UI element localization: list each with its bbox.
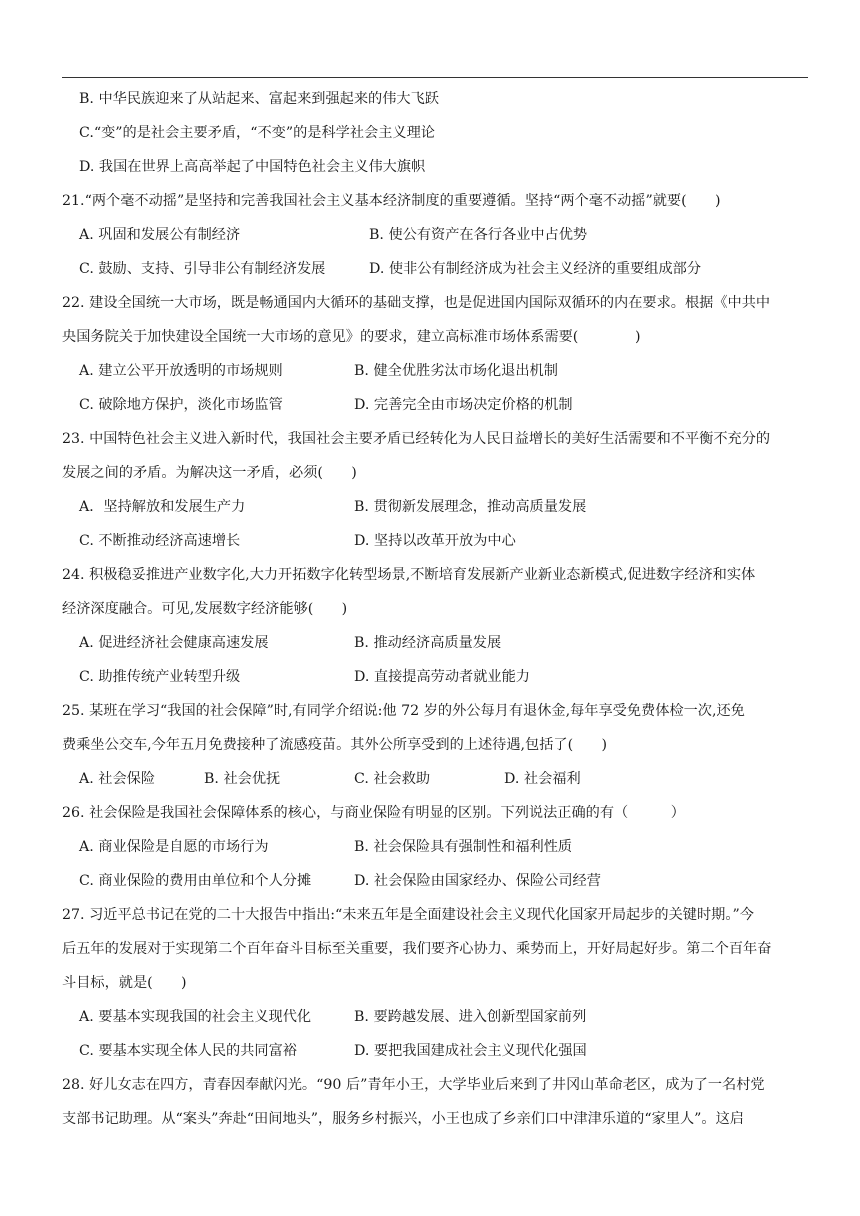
option-line xyxy=(62,388,808,422)
option-a: A．坚持解放和发展生产力 xyxy=(79,499,246,515)
option-b: B. 社会优抚 xyxy=(204,771,281,787)
option-c: C. 破除地方保护，淡化市场监管 xyxy=(79,397,283,413)
question-stem: 后五年的发展对于实现第二个百年奋斗目标至关重要，我们要齐心协力、乘势而上，开好局起好步。第二个百年奋 xyxy=(62,941,772,957)
option-line xyxy=(62,1034,808,1068)
option-b: B. 推动经济高质量发展 xyxy=(354,635,502,651)
option-line xyxy=(62,490,808,524)
option-a: A. 巩固和发展公有制经济 xyxy=(79,227,241,243)
option-line xyxy=(62,762,808,796)
option-line xyxy=(62,150,808,184)
question-stem: 22. 建设全国统一大市场，既是畅通国内大循环的基础支撑，也是促进国内国际双循环的内在要求。根据《中共中 xyxy=(62,295,771,311)
option-d: D. 直接提高劳动者就业能力 xyxy=(354,669,530,685)
option-line xyxy=(62,252,808,286)
option-b: B. 社会保险具有强制性和福利性质 xyxy=(354,839,573,855)
option-c: C.“变”的是社会主要矛盾，“不变”的是科学社会主义理论 xyxy=(79,125,435,141)
question-stem: 21.“两个毫不动摇”是坚持和完善我国社会主义基本经济制度的重要遵循。坚持“两个毫不动摇”就要( ) xyxy=(62,193,721,209)
question-stem: 费乘坐公交车,今年五月免费接种了流感疫苗。其外公所享受到的上述待遇,包括了( ) xyxy=(62,737,608,753)
option-line xyxy=(62,660,808,694)
option-line xyxy=(62,524,808,558)
option-b: B. 使公有资产在各行各业中占优势 xyxy=(369,227,588,243)
option-a: A. 商业保险是自愿的市场行为 xyxy=(79,839,269,855)
option-c: C. 不断推动经济高速增长 xyxy=(79,533,241,549)
question-stem: 25. 某班在学习“我国的社会保障”时,有同学介绍说:他 72 岁的外公每月有退休金,每年享受免费体检一次,还免 xyxy=(62,703,745,719)
option-line xyxy=(62,218,808,252)
question-stem: 23. 中国特色社会主义进入新时代，我国社会主要矛盾已经转化为人民日益增长的美好生活需要和不平衡不充分的 xyxy=(62,431,771,447)
option-line xyxy=(62,354,808,388)
option-line xyxy=(62,864,808,898)
option-d: D. 使非公有制经济成为社会主义经济的重要组成部分 xyxy=(369,261,702,277)
option-c: C. 要基本实现全体人民的共同富裕 xyxy=(79,1043,297,1059)
option-d: D. 要把我国建成社会主义现代化强国 xyxy=(354,1043,587,1059)
question-stem: 28. 好儿女志在四方，青春因奉献闪光。“90 后”青年小王，大学毕业后来到了井冈山革命老区，成为了一名村党 xyxy=(62,1077,765,1093)
question-stem: 支部书记助理。从“案头”奔赴“田间地头”，服务乡村振兴，小王也成了乡亲们口中津津乐道的“家里人”。这启 xyxy=(62,1111,744,1127)
option-a: A. 要基本实现我国的社会主义现代化 xyxy=(79,1009,312,1025)
option-b: B. 贯彻新发展理念，推动高质量发展 xyxy=(354,499,587,515)
question-stem: 经济深度融合。可见,发展数字经济能够( ) xyxy=(62,601,348,617)
option-a: A. 建立公平开放透明的市场规则 xyxy=(79,363,283,379)
option-line xyxy=(62,1000,808,1034)
option-line xyxy=(62,830,808,864)
question-stem: 发展之间的矛盾。为解决这一矛盾，必须( ) xyxy=(62,465,357,481)
question-stem: 27. 习近平总书记在党的二十大报告中指出:“未来五年是全面建设社会主义现代化国家开局起步的关键时期。”今 xyxy=(62,907,754,923)
option-c: C. 鼓励、支持、引导非公有制经济发展 xyxy=(79,261,326,277)
header-rule xyxy=(62,77,808,78)
question-stem: 央国务院关于加快建设全国统一大市场的意见》的要求，建立高标准市场体系需要( ) xyxy=(62,329,641,345)
option-c: C. 社会救助 xyxy=(354,771,431,787)
option-d: D. 社会福利 xyxy=(504,771,581,787)
option-b: B. 要跨越发展、进入创新型国家前列 xyxy=(354,1009,587,1025)
option-line xyxy=(62,116,808,150)
option-d: D. 我国在世界上高高举起了中国特色社会主义伟大旗帜 xyxy=(79,159,426,175)
option-d: D. 社会保险由国家经办、保险公司经营 xyxy=(354,873,601,889)
option-c: C. 商业保险的费用由单位和个人分摊 xyxy=(79,873,312,889)
option-b: B. 中华民族迎来了从站起来、富起来到强起来的伟大飞跃 xyxy=(79,91,439,107)
option-d: D. 坚持以改革开放为中心 xyxy=(354,533,516,549)
question-list xyxy=(62,82,808,1136)
option-line xyxy=(62,626,808,660)
option-a: A. 社会保险 xyxy=(79,771,156,787)
option-a: A. 促进经济社会健康高速发展 xyxy=(79,635,269,651)
option-c: C. 助推传统产业转型升级 xyxy=(79,669,241,685)
option-line xyxy=(62,82,808,116)
question-stem: 斗目标，就是( ) xyxy=(62,975,187,991)
option-d: D. 完善完全由市场决定价格的机制 xyxy=(354,397,573,413)
question-stem: 26. 社会保险是我国社会保障体系的核心，与商业保险有明显的区别。下列说法正确的有（ ） xyxy=(62,805,685,821)
question-stem: 24. 积极稳妥推进产业数字化,大力开拓数字化转型场景,不断培育发展新产业新业态新模式,促进数字经济和实体 xyxy=(62,567,756,583)
option-b: B. 健全优胜劣汰市场化退出机制 xyxy=(354,363,558,379)
